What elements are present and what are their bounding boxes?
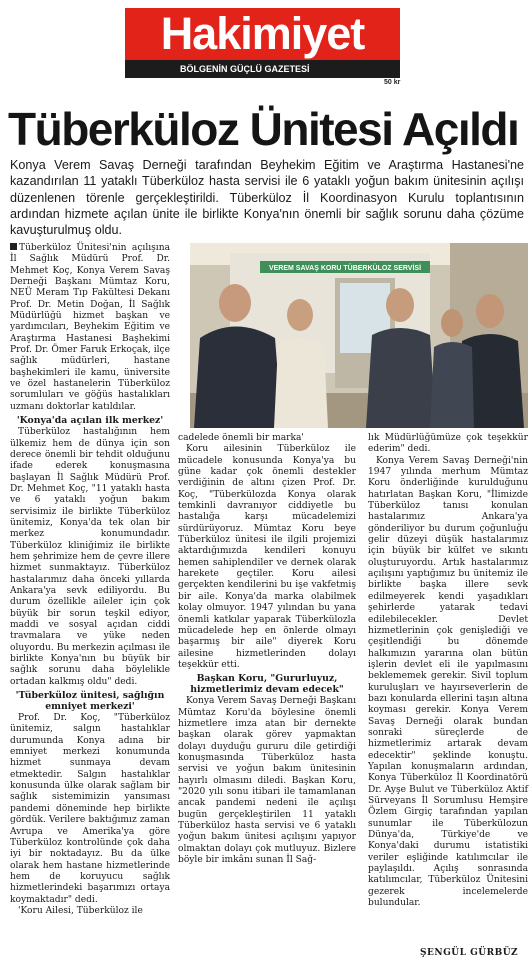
- column-3-paragraph-1: Konya Verem Savaş Derneği'nin 1947 yılında merhum Mümtaz Koru önderliğinde kurulduğunu hatırlatan Başkan Koru, "İlimizde Tüberküloz tanısı konulan hastalarımız Ankara'ya gönderiliyor bu durum çoğunluğu gelir düzeyi düşük hastalarımız için büyük bir külfet ve sıkıntı oluşturuyordu. Artık hastalarımız açılışını yaptığımız bu ünitemiz ile birlikte başka illere sevk edilmeyerek kendi yaşadıkları şehirlerde yatarak tedavi edilebilecekler. Devlet hizmetlerinin çok genişlediği ve çeşitlendiği bu dönemde halkımızın yararına olan bütün işlerin devlet eli ile yapılmasını beklememek gerekir. Sivil toplum kuruluşları ve hayırseverlerin de bazı konularda ellerini taşın altına koyması gerekir. Konya Verem Savaş Derneği olarak bundan sonraki süreçlerde de hizmetlerimiz artarak devam edecektir" şeklinde konuştu. Yapılan konuşmaların ardından, Konya Tüberküloz İl Koordinatörü Dr. Ayşe Bulut ve Tüberküloz Aktif Sürveyans İl Sorumlusu Hemşire Özlem Girgiç tarafından yapılan sunumlar ile Tüberkülozun Dünya'da, Türkiye'de ve Konya'daki durumu istatistiki veriler eşliğinde katılımcılar ile paylaşıldı. Açılış sonrasında katılımcılar, Tüberküloz Ünitesini gezerek incelemelerde bulundular.: [368, 455, 528, 909]
- article-column-1: [10, 243, 170, 917]
- column-2-paragraph-0: cadelede önemli bir marka': [178, 433, 304, 443]
- price-label: 50 kr: [384, 79, 401, 86]
- column-2-paragraph-1: Koru ailesinin Tüberküloz ile mücadele konusunda Konya'ya bu güne kadar çok önemli destekler verdiğinin de altını çizen Prof. Dr. Koç, "Tüberkülozda Konya olarak temkinli davranıyor ciddiyetle bu hastalığa karşı mücadelemizi sürdürüyoruz. Mümtaz Koru beye Tüberküloz ünitesi ile ilgili projemizi aktardığımızda kendileri konuyu hemen sahiplendiler ve dernek olarak harekete geçtiler. Koru ailesi gerçekten kendilerini bu işe vakfetmiş bir aile. Konya'da marka olabilmek kolay olmuyor. 1947 yılından bu yana önemli katkılar yaparak Tüberkülozla mücadelede hep en önlerde olmayı başarmış bir aile" diyerek Koru ailesine hizmetlerinden dolayı teşekkür etti.: [178, 444, 356, 670]
- subheading-emergency-center: 'Tüberküloz ünitesi, sağlığın emniyet merkezi': [15, 690, 165, 713]
- photo-sign-text: VEREM SAVAŞ KORU TÜBERKÜLOZ SERVİSİ: [268, 265, 422, 272]
- news-photo: [190, 243, 528, 428]
- column-2-paragraph-2: Konya Verem Savaş Derneği Başkanı Mümtaz Koru'da böylesine önemli hizmetlere imza atan bir dernekte başkan olarak görev yapmaktan dolayı duyduğu gururu dile getirdiği konuşmasında Tüberküloz hasta servisi ve yoğun bakım ünitesinin hayırlı olmasını diledi. Başkan Koru, "2020 yılı sonu itibari ile tamamlanan ancak pandemi nedeni ile açılışı bugün gerçekleştirilen 11 yataklı Tüberküloz hasta servisi ve 6 yataklı yoğun bakım ünitesi açılışını yapıyor olmaktan dolayı çok mutluyuz. Bizlere böyle bir imkânı sunan İl Sağ-: [178, 696, 356, 866]
- masthead-logo: [125, 8, 400, 74]
- column-1-paragraph-1: Tüberküloz Ünitesi'nin açılışına İl Sağlık Müdürü Prof. Dr. Mehmet Koç, Konya Verem Savaş Derneği Başkanı Mümtaz Koru, NEÜ Meram Tıp Fakültesi Dekanı Prof. Dr. Metin Doğan, İl Sağlık Müdürlüğü hizmet başkan ve yardımcıları, Beyhekim Eğitim ve Araştırma Hastanesi Başhekimi Prof. Dr. Ömer Faruk Erkoçak, ilçe sağlık müdürleri, hastane başhekimleri ile kamu, üniversite ve özel hastanelerin Tüberküloz sorumluları ve göğüs hastalıkları uzmanı doktorlar katıldılar.: [10, 243, 170, 412]
- masthead-name: Hakimiyet: [160, 8, 365, 59]
- article-column-3: [368, 433, 528, 909]
- article-column-2: [178, 433, 356, 866]
- headline: Tüberküloz Ünitesi Açıldı: [8, 103, 519, 155]
- column-3-paragraph-0: lık Müdürlüğümüze çok teşekkür ederim" dedi.: [368, 433, 528, 455]
- lead-text: Konya Verem Savaş Derneği tarafından Beyhekim Eğitim ve Araştırma Hastanesi'ne kazandırılan 11 yataklı Tüberküloz hasta servisi ile 6 yataklı yoğun bakım ünitesinin açılışı düzenlenen törenle gerçekleştirildi. Tüberküloz İl Koordinasyon Kurulu toplantısının ardından hizmete açılan ünite ile birlikte Konya'nın önemli bir sağlık sorunu daha çözüme kavuşturulmuş oldu.: [10, 158, 524, 238]
- byline: ŞENGÜL GÜRBÜZ: [420, 948, 519, 958]
- column-1-paragraph-3: Prof. Dr. Koç, "Tüberküloz ünitemiz, salgın hastalıklar durumunda Konya adına bir emniyet merkezi konumunda hizmet sunmaya devam etmektedir. Salgın hastalıklar konusunda ülke olarak sağlam bir sağlık sistemimizin yansıması pandemi döneminde hep birlikte gördük. Verilere baktığımız zaman Avrupa ve Amerika'ya göre Tüberküloz kontrolünde çok daha iyi bir noktadayız. Bu da ülke olarak hem hastane hizmetlerinde hem de koruyucu sağlık hizmetlerindeki başarımızı ortaya koymaktadır" dedi.: [10, 713, 170, 905]
- column-1-paragraph-2: Tüberküloz hastalığının hem ülkemiz hem de dünya için son derece önemli bir tehdit olduğunu ifade ederek konuşmasına başlayan İl Sağlık Müdürü Prof. Dr. Mehmet Koç, "11 yataklı hasta ve 6 yataklı yoğun bakım servisimiz ile birlikte Tüberküloz ünitemiz, Konya'da tek olan bir merkez konumundadır. Tüberküloz kliniğimiz ile birlikte hem şehrimize hem de çevre illere hizmet sunmaktayız. Tüberküloz hastalarımız daha önceki yıllarda Ankara'ya sevk ediliyordu. Bu durum özellikle aileler için çok büyük bir sorun teşkil ediyor, maddi ve sosyal açıdan ciddi travmalara ve yüke neden oluyordu. Bu merkezin açılması ile birlikte Konya'nın bu büyük bir sağlık sorunu daha böylelikle ortadan kalkmış oldu" dedi.: [10, 427, 170, 687]
- lead-paragraph: [10, 157, 524, 238]
- subheading-proud: Başkan Koru, "Gururluyuz, hizmetlerimiz devam edecek": [190, 673, 344, 696]
- photo-illustration: [190, 243, 528, 428]
- subheading-first-center: 'Konya'da açılan ilk merkez': [16, 415, 164, 427]
- masthead-tagline: BÖLGENİN GÜÇLÜ GAZETESİ: [180, 64, 310, 74]
- paragraph-marker-icon: [10, 243, 17, 250]
- column-1-paragraph-4: 'Koru Ailesi, Tüberküloz ile: [18, 905, 143, 916]
